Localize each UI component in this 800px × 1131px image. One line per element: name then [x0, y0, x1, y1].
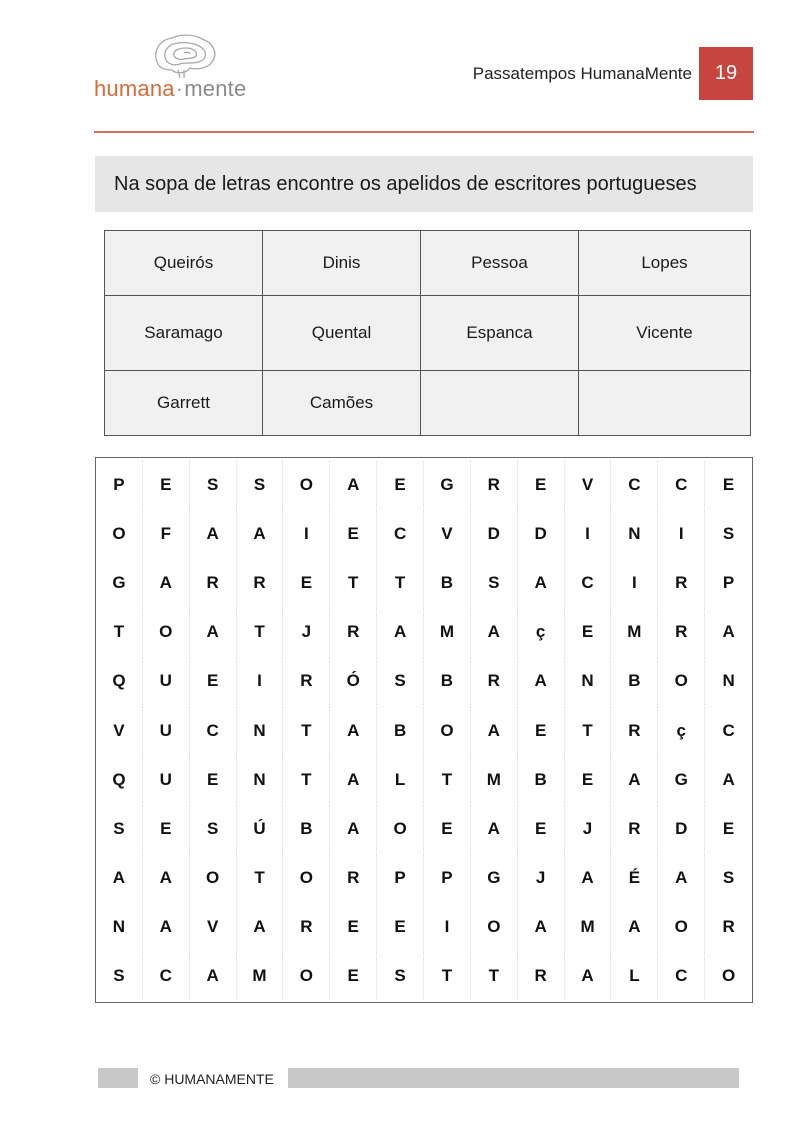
word-row: [105, 231, 751, 296]
grid-letter[interactable]: Q: [96, 756, 143, 804]
brand-wordmark: [94, 76, 246, 102]
grid-letter[interactable]: V: [424, 510, 471, 558]
grid-letter[interactable]: O: [377, 805, 424, 853]
grid-letter[interactable]: R: [658, 608, 705, 656]
grid-letter[interactable]: C: [611, 461, 658, 509]
grid-letter[interactable]: D: [518, 510, 565, 558]
grid-letter[interactable]: E: [190, 657, 237, 705]
grid-letter[interactable]: U: [143, 756, 190, 804]
grid-letter[interactable]: L: [611, 952, 658, 1000]
word-cell: Pessoa: [421, 231, 579, 296]
grid-letter[interactable]: A: [722, 622, 735, 642]
grid-letter[interactable]: S: [237, 461, 284, 509]
grid-letter[interactable]: G: [471, 854, 518, 902]
grid-letter[interactable]: O: [190, 854, 237, 902]
grid-letter[interactable]: A: [611, 756, 658, 804]
grid-letter[interactable]: A: [518, 559, 565, 607]
grid-letter[interactable]: V: [96, 707, 143, 755]
word-cell: Quental: [263, 296, 421, 371]
word-cell: Espanca: [421, 296, 579, 371]
grid-letter[interactable]: V: [190, 903, 237, 951]
grid-row: [96, 608, 752, 656]
brain-icon: [150, 34, 220, 78]
grid-letter[interactable]: B: [424, 657, 471, 705]
grid-letter[interactable]: Ú: [237, 805, 284, 853]
word-cell: Lopes: [579, 231, 751, 296]
grid-letter[interactable]: E: [377, 461, 424, 509]
grid-letter[interactable]: A: [471, 805, 518, 853]
grid-letter[interactable]: A: [330, 805, 377, 853]
grid-letter[interactable]: A: [330, 461, 377, 509]
grid-letter[interactable]: N: [565, 657, 612, 705]
grid-letter[interactable]: O: [721, 966, 736, 985]
grid-letter[interactable]: A: [565, 854, 612, 902]
grid-letter[interactable]: A: [96, 854, 143, 902]
word-cell-empty: [421, 371, 579, 436]
grid-row: [96, 657, 752, 705]
grid-row: [96, 461, 752, 509]
grid-letter[interactable]: E: [518, 805, 565, 853]
footer-copyright: © HUMANAMENTE: [150, 1071, 274, 1087]
grid-letter[interactable]: O: [283, 854, 330, 902]
word-row: [105, 371, 751, 436]
grid-letter[interactable]: R: [611, 707, 658, 755]
grid-letter[interactable]: I: [283, 510, 330, 558]
grid-letter[interactable]: V: [565, 461, 612, 509]
grid-letter[interactable]: E: [143, 461, 190, 509]
grid-letter[interactable]: A: [143, 903, 190, 951]
footer-bar-right: [288, 1068, 739, 1088]
grid-letter[interactable]: I: [237, 657, 284, 705]
grid-letter[interactable]: E: [722, 818, 735, 838]
grid-letter[interactable]: E: [143, 805, 190, 853]
grid-letter[interactable]: T: [377, 559, 424, 607]
grid-letter[interactable]: E: [518, 461, 565, 509]
instruction-text: Na sopa de letras encontre os apelidos de escritores portugueses: [114, 172, 697, 195]
grid-letter[interactable]: A: [330, 756, 377, 804]
brand-part1: humana: [94, 76, 175, 101]
grid-letter[interactable]: Ó: [330, 657, 377, 705]
grid-letter[interactable]: B: [611, 657, 658, 705]
grid-letter[interactable]: Q: [96, 657, 143, 705]
grid-letter[interactable]: C: [143, 952, 190, 1000]
grid-letter[interactable]: A: [237, 510, 284, 558]
grid-letter[interactable]: J: [565, 805, 612, 853]
grid-letter[interactable]: O: [658, 657, 705, 705]
grid-letter[interactable]: P: [377, 854, 424, 902]
grid-letter[interactable]: A: [518, 657, 565, 705]
grid-letter[interactable]: M: [424, 608, 471, 656]
grid-letter[interactable]: T: [330, 559, 377, 607]
grid-letter[interactable]: O: [658, 903, 705, 951]
grid-letter[interactable]: N: [611, 510, 658, 558]
grid-letter[interactable]: M: [611, 608, 658, 656]
grid-letter[interactable]: M: [471, 756, 518, 804]
grid-letter[interactable]: A: [190, 952, 237, 1000]
grid-letter[interactable]: ç: [518, 608, 565, 656]
grid-row: [96, 510, 752, 558]
grid-letter[interactable]: B: [518, 756, 565, 804]
grid-letter[interactable]: N: [237, 756, 284, 804]
grid-letter[interactable]: R: [283, 903, 330, 951]
grid-letter[interactable]: O: [283, 461, 330, 509]
grid-row: [96, 707, 752, 755]
grid-letter[interactable]: E: [565, 608, 612, 656]
grid-letter[interactable]: A: [377, 608, 424, 656]
grid-letter[interactable]: E: [283, 559, 330, 607]
brand-logo: [94, 34, 254, 104]
grid-letter[interactable]: C: [190, 707, 237, 755]
header-divider: [94, 131, 754, 133]
grid-letter[interactable]: A: [330, 707, 377, 755]
grid-letter[interactable]: M: [237, 952, 284, 1000]
word-cell: Dinis: [263, 231, 421, 296]
grid-letter[interactable]: T: [96, 608, 143, 656]
grid-letter[interactable]: S: [96, 805, 143, 853]
word-cell: Saramago: [105, 296, 263, 371]
word-cell: Garrett: [105, 371, 263, 436]
grid-letter[interactable]: R: [471, 461, 518, 509]
grid-letter[interactable]: A: [658, 854, 705, 902]
grid-letter[interactable]: S: [190, 805, 237, 853]
grid-row: [96, 854, 752, 902]
grid-letter[interactable]: S: [722, 524, 735, 544]
grid-letter[interactable]: T: [283, 756, 330, 804]
brand-part2: mente: [184, 76, 247, 101]
grid-letter[interactable]: A: [471, 707, 518, 755]
word-cell: Queirós: [105, 231, 263, 296]
grid-letter[interactable]: A: [471, 608, 518, 656]
grid-letter[interactable]: T: [424, 952, 471, 1000]
grid-letter[interactable]: R: [237, 559, 284, 607]
grid-letter[interactable]: A: [143, 559, 190, 607]
word-list-table: [104, 230, 751, 436]
grid-letter[interactable]: R: [722, 916, 735, 936]
grid-letter[interactable]: S: [96, 952, 143, 1000]
grid-letter[interactable]: A: [722, 769, 735, 789]
grid-letter[interactable]: T: [237, 854, 284, 902]
grid-letter[interactable]: T: [237, 608, 284, 656]
grid-letter[interactable]: E: [330, 510, 377, 558]
grid-letter[interactable]: I: [565, 510, 612, 558]
grid-letter[interactable]: A: [518, 903, 565, 951]
grid-letter[interactable]: S: [722, 867, 735, 887]
grid-letter[interactable]: E: [190, 756, 237, 804]
grid-letter[interactable]: R: [611, 805, 658, 853]
grid-letter[interactable]: T: [565, 707, 612, 755]
grid-letter[interactable]: R: [190, 559, 237, 607]
grid-letter[interactable]: T: [283, 707, 330, 755]
grid-letter[interactable]: E: [518, 707, 565, 755]
page-number: 19: [699, 47, 753, 100]
grid-letter[interactable]: R: [330, 854, 377, 902]
grid-letter[interactable]: R: [518, 952, 565, 1000]
grid-letter[interactable]: D: [658, 805, 705, 853]
grid-letter[interactable]: N: [96, 903, 143, 951]
grid-letter[interactable]: A: [237, 903, 284, 951]
grid-letter[interactable]: L: [377, 756, 424, 804]
grid-letter[interactable]: É: [611, 854, 658, 902]
grid-letter[interactable]: U: [143, 707, 190, 755]
grid-row: [96, 756, 752, 804]
grid-letter[interactable]: T: [471, 952, 518, 1000]
word-cell-empty: [579, 371, 751, 436]
grid-letter[interactable]: G: [424, 461, 471, 509]
grid-letter[interactable]: J: [518, 854, 565, 902]
grid-row: [96, 903, 752, 951]
word-row: [105, 296, 751, 371]
grid-letter[interactable]: S: [471, 559, 518, 607]
grid-letter[interactable]: U: [143, 657, 190, 705]
grid-letter[interactable]: S: [190, 461, 237, 509]
grid-letter[interactable]: I: [658, 510, 705, 558]
grid-letter[interactable]: C: [377, 510, 424, 558]
grid-letter[interactable]: C: [565, 559, 612, 607]
grid-letter[interactable]: S: [377, 952, 424, 1000]
grid-letter[interactable]: R: [471, 657, 518, 705]
grid-letter[interactable]: O: [143, 608, 190, 656]
grid-letter[interactable]: O: [424, 707, 471, 755]
instruction-banner: [95, 156, 753, 212]
grid-letter[interactable]: G: [658, 756, 705, 804]
grid-letter[interactable]: I: [611, 559, 658, 607]
grid-letter[interactable]: P: [96, 461, 143, 509]
grid-letter[interactable]: E: [330, 952, 377, 1000]
grid-letter[interactable]: E: [424, 805, 471, 853]
grid-letter[interactable]: M: [565, 903, 612, 951]
grid-letter[interactable]: E: [565, 756, 612, 804]
word-cell: Vicente: [579, 296, 751, 371]
grid-letter[interactable]: N: [237, 707, 284, 755]
grid-letter[interactable]: C: [658, 952, 705, 1000]
grid-letter[interactable]: A: [143, 854, 190, 902]
grid-letter[interactable]: O: [96, 510, 143, 558]
grid-letter[interactable]: N: [722, 671, 735, 691]
brand-separator: ·: [175, 76, 184, 101]
header-title: Passatempos HumanaMente: [472, 64, 692, 83]
grid-letter[interactable]: P: [722, 573, 735, 593]
grid-letter[interactable]: R: [658, 559, 705, 607]
grid-row: [96, 559, 752, 607]
grid-letter[interactable]: C: [658, 461, 705, 509]
grid-letter[interactable]: A: [565, 952, 612, 1000]
grid-row: [96, 952, 752, 1000]
grid-letter[interactable]: E: [377, 903, 424, 951]
grid-letter[interactable]: C: [722, 720, 735, 740]
grid-letter[interactable]: F: [143, 510, 190, 558]
grid-letter[interactable]: G: [96, 559, 143, 607]
word-cell: Camões: [263, 371, 421, 436]
word-search-grid: [95, 457, 753, 1003]
grid-letter[interactable]: A: [611, 903, 658, 951]
grid-letter[interactable]: A: [190, 510, 237, 558]
grid-letter[interactable]: O: [283, 952, 330, 1000]
grid-row: [96, 805, 752, 853]
grid-letter[interactable]: P: [424, 854, 471, 902]
grid-letter[interactable]: I: [424, 903, 471, 951]
grid-letter[interactable]: ç: [658, 707, 705, 755]
grid-letter[interactable]: E: [722, 475, 735, 494]
grid-letter[interactable]: A: [190, 608, 237, 656]
grid-letter[interactable]: T: [424, 756, 471, 804]
grid-letter[interactable]: B: [283, 805, 330, 853]
grid-letter[interactable]: D: [471, 510, 518, 558]
grid-letter[interactable]: B: [424, 559, 471, 607]
grid-letter[interactable]: B: [377, 707, 424, 755]
grid-letter[interactable]: R: [330, 608, 377, 656]
footer-bar-left: [98, 1068, 138, 1088]
grid-letter[interactable]: O: [471, 903, 518, 951]
grid-letter[interactable]: J: [283, 608, 330, 656]
grid-letter[interactable]: E: [330, 903, 377, 951]
grid-letter[interactable]: S: [377, 657, 424, 705]
grid-letter[interactable]: R: [283, 657, 330, 705]
